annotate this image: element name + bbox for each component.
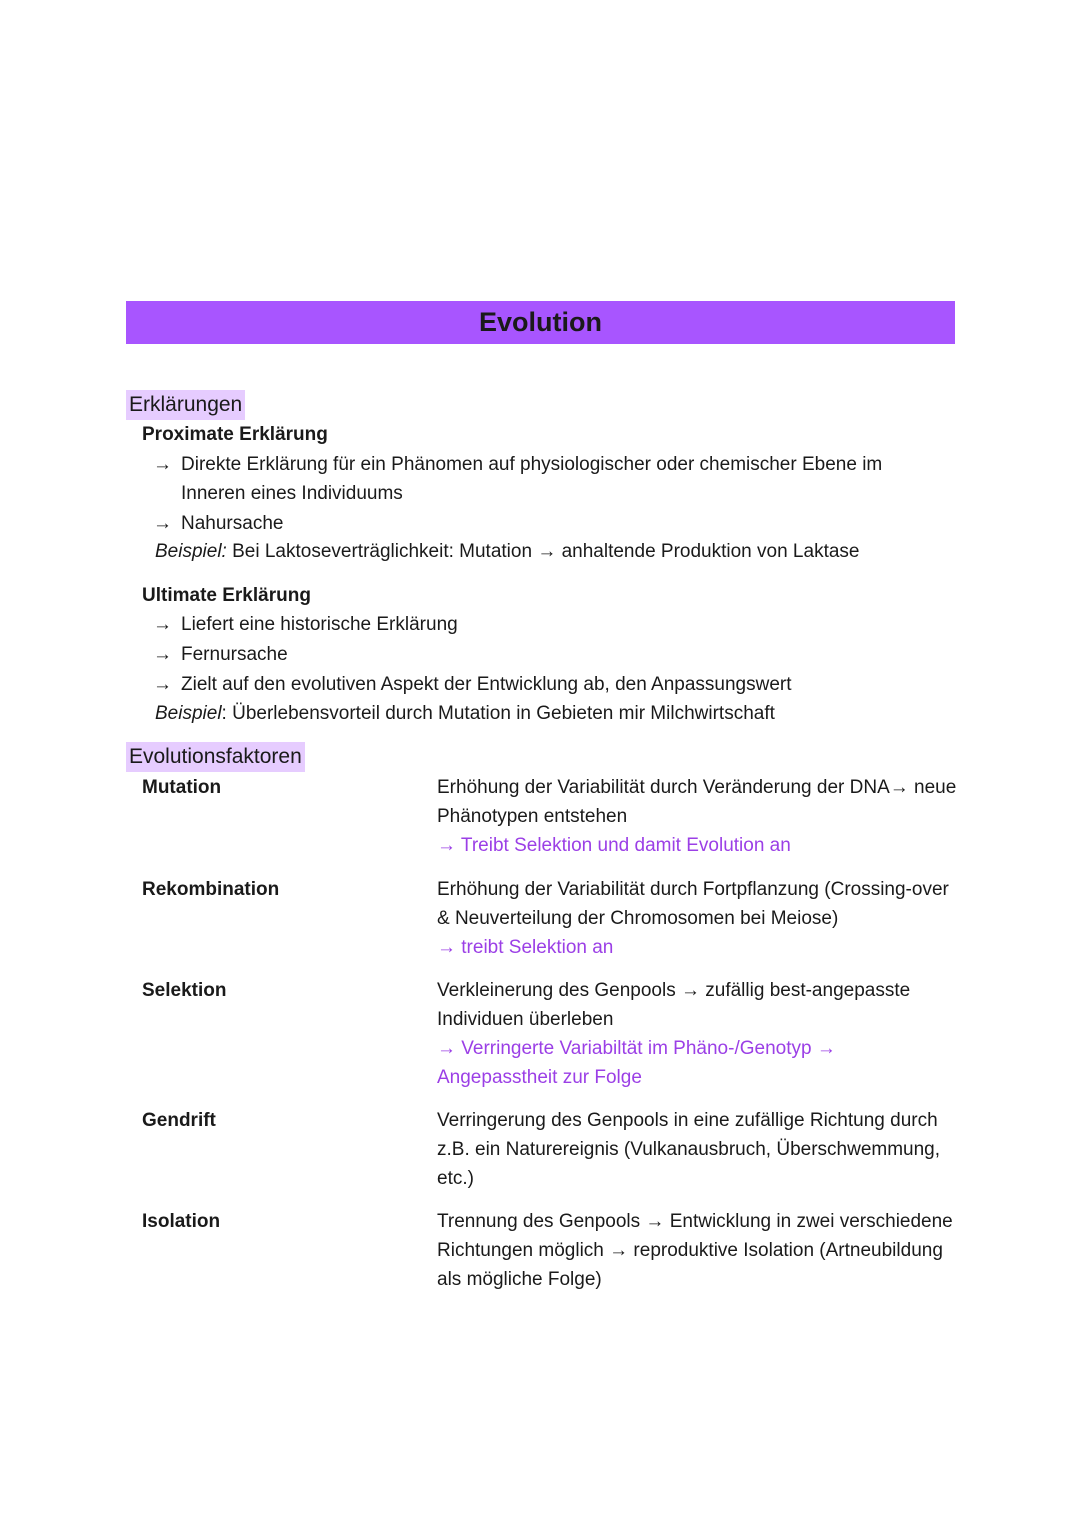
page-title: Evolution	[479, 307, 602, 337]
ultimate-example	[155, 699, 775, 728]
ultimate-item	[153, 610, 933, 639]
section-label-erklaerungen: Erklärungen	[126, 390, 245, 420]
factor-name-rekombination: Rekombination	[142, 879, 280, 900]
ultimate-item	[153, 670, 933, 699]
arrow-icon: →	[153, 454, 172, 475]
factor-name-isolation: Isolation	[142, 1211, 221, 1232]
factor-name-mutation: Mutation	[142, 777, 222, 798]
factor-note: → treibt Selektion an	[437, 937, 614, 958]
factor-desc-selektion	[437, 976, 957, 1092]
factor-note: → Verringerte Variabiltät im Phäno-/Genotyp → Angepasstheit zur Folge	[437, 1038, 836, 1088]
factor-description: Verringerung des Genpools in eine zufällige Richtung durch z.B. ein Naturereignis (Vulkanausbruch, Überschwemmung, etc.)	[437, 1110, 941, 1189]
factor-desc-isolation	[437, 1207, 957, 1294]
proximate-example	[155, 537, 859, 566]
example-text: : Überlebensvorteil durch Mutation in Gebieten mir Milchwirtschaft	[221, 703, 775, 724]
proximate-item-text: Direkte Erklärung für ein Phänomen auf physiologischer oder chemischer Ebene im Inneren eines Individuums	[181, 454, 883, 504]
factor-description: Erhöhung der Variabilität durch Fortpflanzung (Crossing-over & Neuverteilung der Chromosomen bei Meiose)	[437, 879, 949, 929]
example-label: Beispiel	[155, 703, 222, 724]
ultimate-item-text: Liefert eine historische Erklärung	[181, 614, 458, 635]
ultimate-heading: Ultimate Erklärung	[142, 585, 311, 606]
factor-name-selektion: Selektion	[142, 980, 227, 1001]
factor-desc-gendrift	[437, 1106, 957, 1193]
factor-desc-mutation	[437, 773, 957, 860]
section-label-evolutionsfaktoren: Evolutionsfaktoren	[126, 742, 305, 772]
arrow-icon: →	[153, 644, 172, 665]
factor-description: Verkleinerung des Genpools → zufällig best-angepasste Individuen überleben	[437, 980, 911, 1030]
arrow-icon: →	[153, 674, 172, 695]
ultimate-item-text: Zielt auf den evolutiven Aspekt der Entwicklung ab, den Anpassungswert	[181, 674, 792, 695]
example-label: Beispiel:	[155, 541, 227, 562]
proximate-item-text: Nahursache	[181, 513, 284, 534]
ultimate-item-text: Fernursache	[181, 644, 288, 665]
factor-desc-rekombination	[437, 875, 957, 962]
ultimate-item	[153, 640, 933, 669]
factor-description: Erhöhung der Variabilität durch Veränderung der DNA→ neue Phänotypen entstehen	[437, 777, 957, 827]
proximate-heading: Proximate Erklärung	[142, 424, 328, 445]
example-text: Bei Laktoseverträglichkeit: Mutation → anhaltende Produktion von Laktase	[232, 541, 860, 562]
factor-name-gendrift: Gendrift	[142, 1110, 216, 1131]
proximate-item	[153, 509, 933, 538]
factor-note: → Treibt Selektion und damit Evolution an	[437, 835, 791, 856]
proximate-item	[153, 450, 933, 508]
factor-description: Trennung des Genpools → Entwicklung in zwei verschiedene Richtungen möglich → reproduktive Isolation (Artneubildung als mögliche Folge)	[437, 1211, 953, 1290]
title-bar	[126, 301, 955, 344]
arrow-icon: →	[153, 614, 172, 635]
arrow-icon: →	[153, 513, 172, 534]
